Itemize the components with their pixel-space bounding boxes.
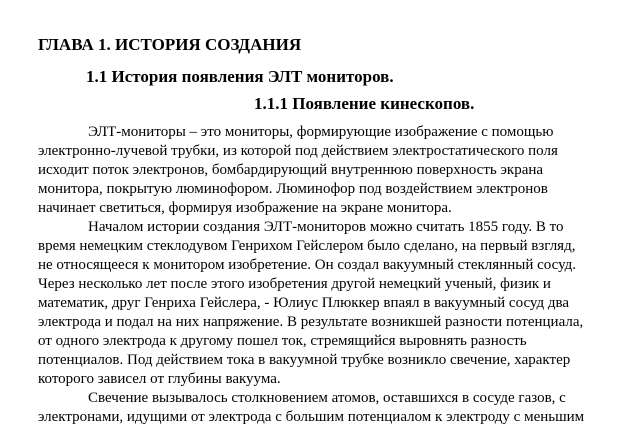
paragraph-line: которого зависел от глубины вакуума.: [38, 371, 281, 387]
paragraph-line: исходит поток электронов, бомбардирующий внутреннюю поверхность экрана: [38, 162, 544, 178]
paragraph-line: Через несколько лет после этого изобретения другой немецкий ученый, физик и: [38, 276, 551, 292]
paragraph-line: электронами, идущими от электрода с большим потенциалом к электроду с меньшим: [38, 409, 585, 425]
paragraph-line: математик, друг Генриха Гейслера, - Юлиус Плюккер впаял в вакуумный сосуд два: [38, 295, 570, 311]
paragraph-line: время немецким стеклодувом Генрихом Гейслером было сделано, на первый взгляд,: [38, 238, 576, 254]
paragraph-line: от одного электрода к другому пошел ток, стремящийся выровнять разность: [38, 333, 527, 349]
chapter-title: ГЛАВА 1. ИСТОРИЯ СОЗДАНИЯ: [38, 35, 302, 54]
paragraph-line: потенциалов. Под действием тока в вакуумной трубке возникло свечение, характер: [38, 352, 571, 368]
body-text: [38, 123, 620, 427]
paragraph-line: монитора, покрытую люминофором. Люминофор под воздействием электронов: [38, 181, 548, 197]
paragraph-line: не относящееся к монитором изобретение. Он создал вакуумный стеклянный сосуд.: [38, 257, 577, 273]
paragraph-line: начинает светиться, формируя изображение на экране монитора.: [38, 200, 452, 216]
subsection-title: 1.1.1 Появление кинескопов.: [254, 94, 475, 113]
paragraph-line: Свечение вызывалось столкновением атомов, оставшихся в сосуде газов, с: [88, 390, 566, 406]
section-title: 1.1 История появления ЭЛТ мониторов.: [86, 67, 394, 86]
paragraph-line: электронно-лучевой трубки, из которой под действием электростатического поля: [38, 143, 558, 159]
paragraph-line: Началом истории создания ЭЛТ-мониторов можно считать 1855 году. В то: [88, 219, 564, 235]
paragraph-line: электрода и подал на них напряжение. В результате возникшей разности потенциала,: [38, 314, 584, 330]
paragraph-line: ЭЛТ-мониторы – это мониторы, формирующие изображение с помощью: [88, 124, 554, 140]
